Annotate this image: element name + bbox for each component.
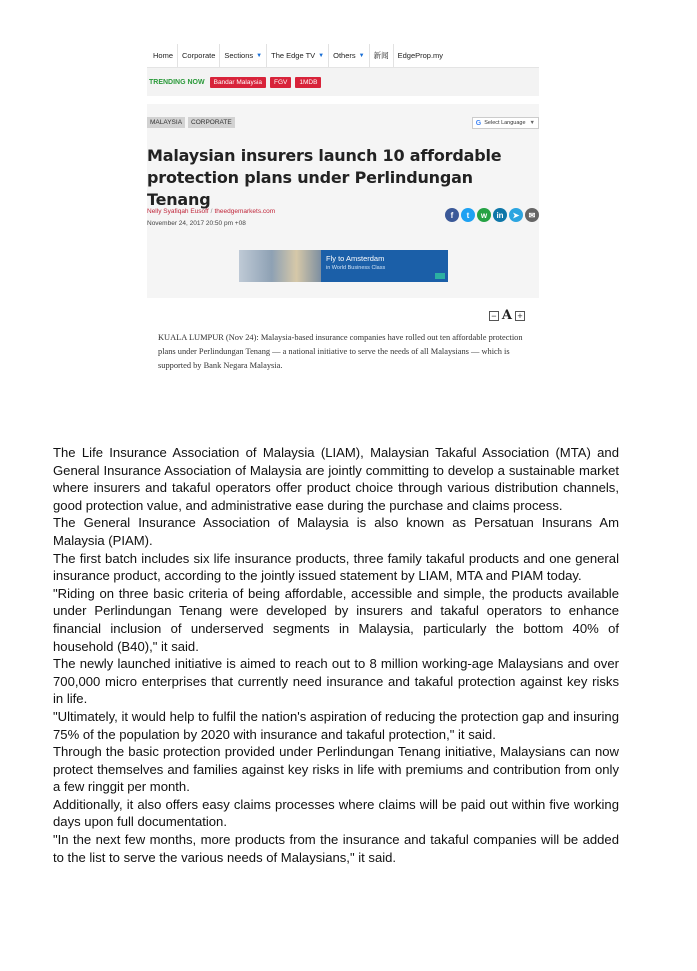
ad-logo-icon xyxy=(435,273,445,279)
publish-date: November 24, 2017 20:50 pm +08 xyxy=(147,220,246,227)
ad-subtitle: in World Business Class xyxy=(326,265,386,271)
trending-tag[interactable]: FGV xyxy=(270,77,291,88)
byline: Nelly Syafiqah Eusoff / theedgemarkets.com xyxy=(147,208,276,215)
source-link[interactable]: theedgemarkets.com xyxy=(214,208,276,215)
article-screenshot xyxy=(147,44,539,378)
nav-item-others[interactable]: Others ▼ xyxy=(329,44,369,67)
category-tag[interactable]: CORPORATE xyxy=(188,117,235,128)
body-paragraph: The General Insurance Association of Malaysia is also known as Persatuan Insurans Am Malaysia (PIAM). xyxy=(53,515,619,548)
trending-bar xyxy=(147,68,539,96)
body-paragraph: The newly launched initiative is aimed to reach out to 8 million working-age Malaysians and over 700,000 micro enterprises that currently need insurance and takaful protection against key risks in life. xyxy=(53,656,619,707)
nav-item-edge-tv[interactable]: The Edge TV ▼ xyxy=(267,44,329,67)
trending-tag[interactable]: Bandar Malaysia xyxy=(210,77,266,88)
nav-item-chinese-news[interactable]: 新闻 xyxy=(370,44,394,67)
body-paragraph: "In the next few months, more products from the insurance and takaful companies will be added to the list to serve the various needs of Malaysians," it said. xyxy=(53,832,619,865)
ad-image xyxy=(239,250,321,282)
body-paragraph: "Ultimately, it would help to fulfil the nation's aspiration of reducing the protection gap and insuring 75% of the population by 2020 with insurance and takaful protection," it said. xyxy=(53,708,619,742)
share-icons xyxy=(443,208,539,222)
twitter-icon[interactable]: t xyxy=(461,208,475,222)
body-paragraph: Additionally, it also offers easy claims processes where claims will be paid out within five working days upon full documentation. xyxy=(53,796,619,830)
category-tag[interactable]: MALAYSIA xyxy=(147,117,185,128)
author-link[interactable]: Nelly Syafiqah Eusoff xyxy=(147,208,209,215)
ad-banner[interactable] xyxy=(239,250,448,282)
nav-item-sections[interactable]: Sections ▼ xyxy=(220,44,267,67)
increase-font-button[interactable]: + xyxy=(515,311,525,321)
page-title: Malaysian insurers launch 10 affordable protection plans under Perlindungan Tenang xyxy=(147,146,502,209)
ad-title: Fly to Amsterdam xyxy=(326,254,385,263)
nav-item-edgeprop[interactable]: EdgeProp.my xyxy=(397,51,444,60)
google-icon: G xyxy=(475,119,482,127)
facebook-icon[interactable]: f xyxy=(445,208,459,222)
language-select[interactable]: G Select Language ▼ xyxy=(472,117,539,129)
chevron-down-icon: ▼ xyxy=(358,52,365,59)
linkedin-icon[interactable]: in xyxy=(493,208,507,222)
article-lede: KUALA LUMPUR (Nov 24): Malaysia-based insurance companies have rolled out ten affordable protection plans under Perlindungan Tenang — a national initiative to serve the needs of all Malaysians — which is supported by Bank Negara Malaysia. xyxy=(158,333,523,370)
body-paragraph: The first batch includes six life insurance products, three family takaful products and one general insurance product, according to the jointly issued statement by LIAM, MTA and PIAM today. xyxy=(53,550,619,584)
body-paragraph: "Riding on three basic criteria of being affordable, accessible and simple, the products available under Perlindungan Tenang were developed by insurers and takaful operators to enhance financial inclusion of underserved segments in Malaysia, particularly the bottom 40% of household (B40)," it said. xyxy=(53,585,619,654)
article-body xyxy=(53,444,619,866)
chevron-down-icon: ▼ xyxy=(318,52,325,59)
category-tags xyxy=(147,117,238,128)
font-size-icon: A xyxy=(501,308,512,323)
top-nav xyxy=(147,44,539,68)
font-size-controls xyxy=(489,308,525,323)
chevron-down-icon: ▼ xyxy=(256,52,263,59)
nav-item-home[interactable]: Home xyxy=(149,44,178,67)
article-header xyxy=(147,104,539,298)
body-paragraph: The Life Insurance Association of Malaysia (LIAM), Malaysian Takaful Association (MTA) and General Insurance Association of Malaysia are jointly committing to develop a sustainable market where insurers and takaful operators offer product choice through various distribution channels, good protection value, and administrative ease during the purchase and claims process. xyxy=(53,445,619,513)
nav-item-corporate[interactable]: Corporate xyxy=(178,44,220,67)
body-paragraph: Through the basic protection provided under Perlindungan Tenang initiative, Malaysians can now protect themselves and families against key risks in life with premiums and contribution from only a few ringgit per month. xyxy=(53,744,619,795)
trending-tag[interactable]: 1MDB xyxy=(295,77,321,88)
decrease-font-button[interactable]: − xyxy=(489,311,499,321)
whatsapp-icon[interactable]: w xyxy=(477,208,491,222)
telegram-icon[interactable]: ➤ xyxy=(509,208,523,222)
chevron-down-icon: ▼ xyxy=(529,120,535,126)
email-icon[interactable]: ✉ xyxy=(525,208,539,222)
trending-label: TRENDING NOW xyxy=(149,78,205,86)
